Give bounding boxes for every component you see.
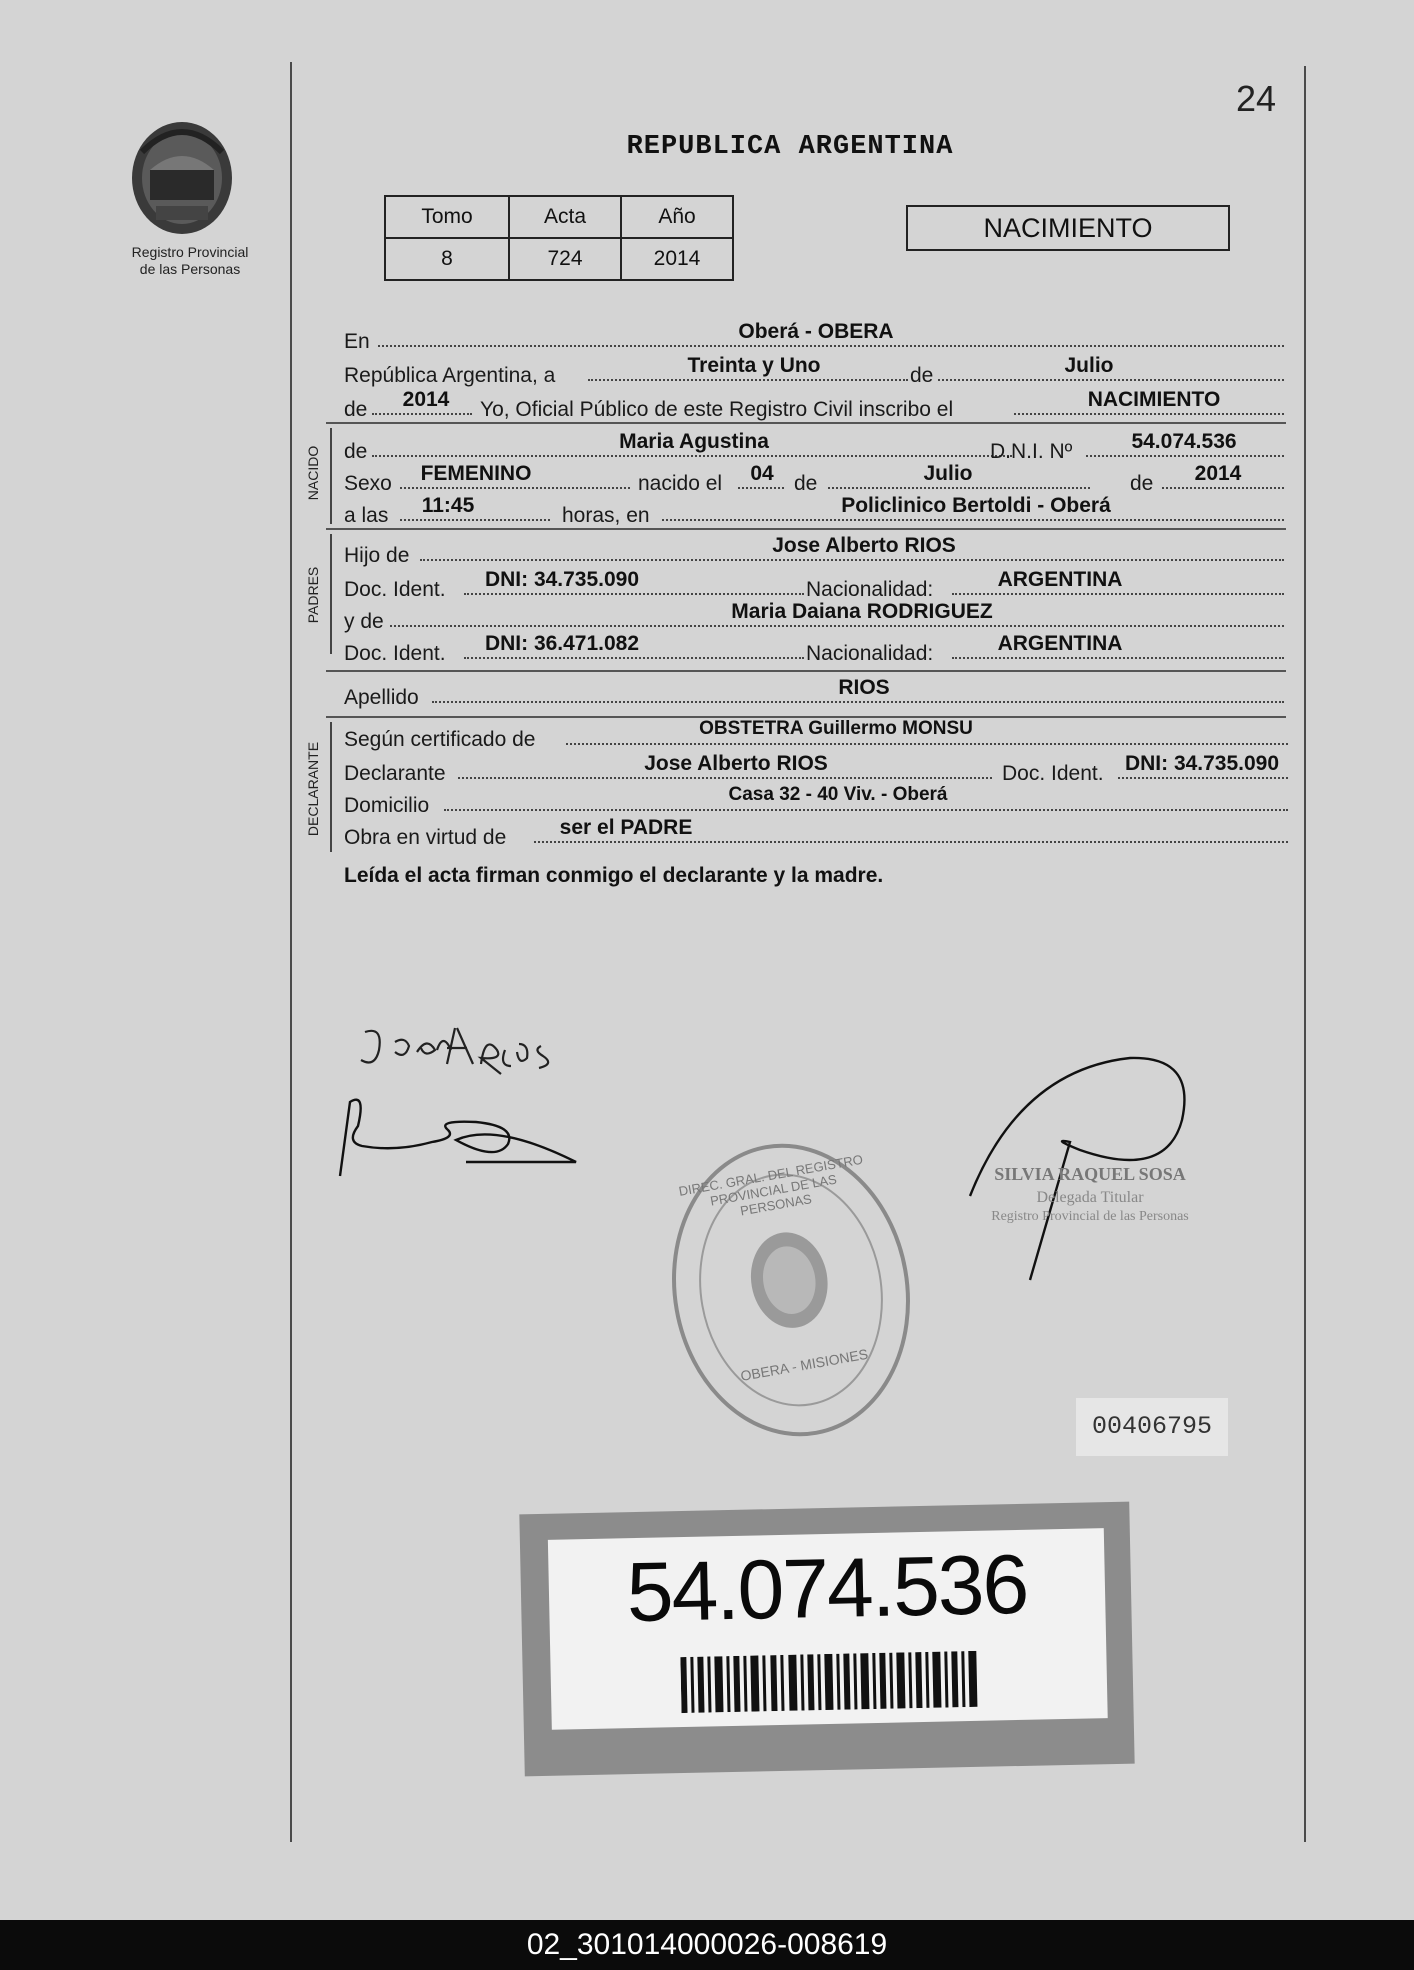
label-republica: República Argentina, a bbox=[344, 364, 556, 387]
label-nacido-el: nacido el bbox=[638, 472, 723, 495]
label-domicilio: Domicilio bbox=[344, 794, 430, 817]
section-separator bbox=[326, 528, 1286, 530]
label-hijo-de: Hijo de bbox=[344, 544, 410, 567]
page-number: 24 bbox=[1236, 78, 1277, 119]
dots bbox=[372, 413, 472, 415]
value-mes: Julio bbox=[1064, 354, 1114, 377]
madre-signature bbox=[336, 1092, 586, 1182]
left-margin-line bbox=[290, 62, 292, 1842]
province-seal-logo bbox=[128, 112, 236, 240]
row-en bbox=[344, 320, 1284, 354]
dots bbox=[390, 625, 1284, 627]
value-certificado: OBSTETRA Guillermo MONSU bbox=[699, 718, 973, 739]
value-madre: Maria Daiana RODRIGUEZ bbox=[731, 600, 993, 623]
dots bbox=[400, 487, 630, 489]
row-domicilio bbox=[344, 784, 1288, 818]
seal-ring-text: DIREC. GRAL. DEL REGISTRO PROVINCIAL DE LAS PERSONAS bbox=[677, 1151, 864, 1219]
logo-caption-line1: Registro Provincial bbox=[131, 244, 249, 260]
dots bbox=[828, 487, 1090, 489]
dots bbox=[662, 519, 1284, 521]
value-padre: Jose Alberto RIOS bbox=[772, 534, 956, 557]
value-anio: 2014 bbox=[402, 388, 450, 411]
row-padre bbox=[344, 534, 1284, 568]
label-de: de bbox=[344, 398, 368, 421]
barcode bbox=[680, 1651, 981, 1713]
right-margin-line bbox=[1304, 66, 1306, 1842]
label-segun-certificado: Según certificado de bbox=[344, 728, 536, 751]
dots bbox=[588, 379, 908, 381]
side-label-padres: PADRES bbox=[305, 566, 321, 624]
value-tipo: NACIMIENTO bbox=[1087, 388, 1221, 411]
stamp-org: Registro Provincial de las Personas bbox=[991, 1209, 1189, 1224]
section-bracket bbox=[330, 722, 332, 852]
label-de: de bbox=[910, 364, 934, 387]
dots bbox=[378, 345, 1284, 347]
tomo-value: 8 bbox=[385, 238, 509, 280]
anio-header: Año bbox=[621, 196, 733, 238]
value-madre-doc: DNI: 36.471.082 bbox=[484, 632, 640, 655]
anio-value: 2014 bbox=[621, 238, 733, 280]
dots bbox=[566, 743, 1288, 745]
label-apellido: Apellido bbox=[344, 686, 419, 709]
dots bbox=[458, 777, 992, 779]
section-separator bbox=[326, 670, 1286, 672]
value-anio-nac: 2014 bbox=[1194, 462, 1242, 485]
row-obra bbox=[344, 816, 1288, 850]
side-label-nacido: NACIDO bbox=[305, 445, 321, 501]
value-mes-nac: Julio bbox=[923, 462, 973, 485]
section-bracket bbox=[330, 534, 332, 654]
dots bbox=[738, 487, 784, 489]
section-separator bbox=[326, 422, 1286, 424]
value-nombre: Maria Agustina bbox=[619, 430, 769, 453]
value-hora: 11:45 bbox=[421, 494, 475, 517]
value-declarante-doc: DNI: 34.735.090 bbox=[1124, 752, 1280, 775]
row-padre-doc bbox=[344, 568, 1284, 602]
value-dia-letras: Treinta y Uno bbox=[687, 354, 821, 377]
dots bbox=[938, 379, 1284, 381]
row-nombre bbox=[344, 430, 1284, 464]
label-doc-ident: Doc. Ident. bbox=[344, 642, 446, 665]
dots bbox=[1162, 487, 1284, 489]
logo-caption-line2: de las Personas bbox=[139, 261, 241, 277]
dots bbox=[464, 593, 804, 595]
dots bbox=[372, 455, 1012, 457]
official-stamp-text bbox=[940, 1164, 1240, 1225]
label-nacionalidad: Nacionalidad: bbox=[806, 642, 934, 665]
label-doc-ident: Doc. Ident. bbox=[1002, 762, 1104, 785]
value-padre-doc: DNI: 34.735.090 bbox=[484, 568, 640, 591]
seal-bottom-text: OBERA - MISIONES bbox=[739, 1345, 870, 1384]
side-label-declarante: DECLARANTE bbox=[305, 741, 321, 837]
value-domicilio: Casa 32 - 40 Viv. - Oberá bbox=[728, 784, 948, 805]
document-type-box: NACIMIENTO bbox=[906, 205, 1230, 251]
footer-file-id: 02_301014000026-008619 bbox=[0, 1920, 1414, 1970]
value-apellido: RIOS bbox=[838, 676, 890, 699]
dots bbox=[400, 519, 550, 521]
record-table bbox=[384, 195, 734, 281]
label-doc-ident: Doc. Ident. bbox=[344, 578, 446, 601]
logo-caption bbox=[110, 244, 270, 278]
dots bbox=[464, 657, 804, 659]
row-apellido bbox=[344, 676, 1284, 710]
dni-sticker bbox=[519, 1502, 1134, 1777]
value-padre-nac: ARGENTINA bbox=[997, 568, 1123, 591]
dots bbox=[444, 809, 1288, 811]
label-de: de bbox=[794, 472, 818, 495]
document-title: REPUBLICA ARGENTINA bbox=[626, 132, 954, 162]
acta-value: 724 bbox=[509, 238, 621, 280]
label-dni: D.N.I. Nº bbox=[990, 440, 1073, 463]
row-madre-doc bbox=[344, 632, 1284, 666]
dots bbox=[952, 657, 1284, 659]
dots bbox=[1086, 455, 1284, 457]
value-lugar-nac: Policlinico Bertoldi - Oberá bbox=[841, 494, 1111, 517]
value-dia-nac: 04 bbox=[750, 462, 774, 485]
dots bbox=[432, 701, 1284, 703]
value-sexo: FEMENINO bbox=[420, 462, 532, 485]
label-de: de bbox=[1130, 472, 1154, 495]
row-sexo bbox=[344, 462, 1284, 496]
dots bbox=[952, 593, 1284, 595]
registry-seal bbox=[646, 1121, 936, 1458]
label-horas: horas, en bbox=[562, 504, 650, 527]
label-a-las: a las bbox=[344, 504, 389, 527]
row-hora bbox=[344, 494, 1284, 528]
label-sexo: Sexo bbox=[344, 472, 392, 495]
row-declarante bbox=[344, 752, 1288, 786]
label-nacionalidad: Nacionalidad: bbox=[806, 578, 934, 601]
closing-statement: Leída el acta firman conmigo el declarante y la madre. bbox=[344, 864, 884, 887]
serial-number: 00406795 bbox=[1076, 1398, 1228, 1456]
label-declarante: Declarante bbox=[344, 762, 446, 785]
tomo-header: Tomo bbox=[385, 196, 509, 238]
value-madre-nac: ARGENTINA bbox=[997, 632, 1123, 655]
dots bbox=[1014, 413, 1284, 415]
label-y-de: y de bbox=[344, 610, 384, 633]
row-republica bbox=[344, 354, 1284, 388]
label-obra: Obra en virtud de bbox=[344, 826, 507, 849]
value-obra: ser el PADRE bbox=[559, 816, 693, 839]
row-madre bbox=[344, 600, 1284, 634]
row-certificado bbox=[344, 718, 1288, 752]
value-dni: 54.074.536 bbox=[1131, 430, 1237, 453]
section-bracket bbox=[330, 428, 332, 524]
acta-header: Acta bbox=[509, 196, 621, 238]
label-de: de bbox=[344, 440, 368, 463]
dots bbox=[534, 841, 1288, 843]
dots bbox=[1118, 777, 1288, 779]
label-en: En bbox=[344, 330, 370, 353]
label-yo: Yo, Oficial Público de este Registro Civil inscribo el bbox=[480, 398, 954, 421]
value-declarante: Jose Alberto RIOS bbox=[644, 752, 828, 775]
stamp-name: SILVIA RAQUEL SOSA bbox=[994, 1164, 1186, 1184]
dni-sticker-inner bbox=[548, 1528, 1108, 1730]
value-lugar: Oberá - OBERA bbox=[738, 320, 894, 343]
row-inscribo bbox=[344, 388, 1284, 422]
stamp-role: Delegada Titular bbox=[1036, 1189, 1144, 1206]
dots bbox=[420, 559, 1284, 561]
dni-number: 54.074.536 bbox=[625, 1536, 1029, 1640]
declarante-signature bbox=[355, 1020, 595, 1080]
